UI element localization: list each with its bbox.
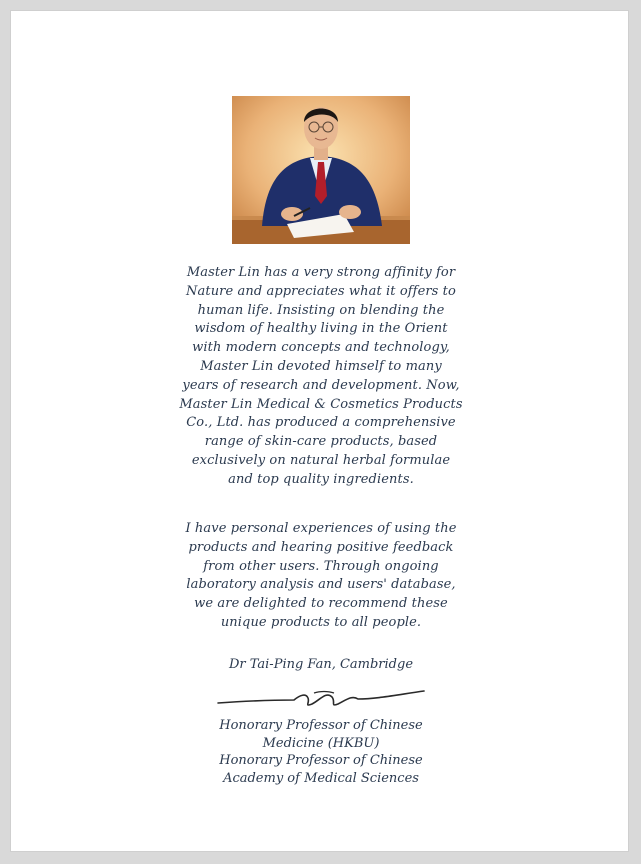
title-line: Honorary Professor of Chinese [219,753,423,768]
text-line: with modern concepts and technology, [192,340,450,356]
text-line: from other users. Through ongoing [203,558,439,574]
letter-page [10,10,629,852]
title-line: Honorary Professor of Chinese [219,718,423,733]
text-line: laboratory analysis and users' database, [186,577,456,593]
author-name: Dr Tai-Ping Fan, Cambridge [228,657,414,672]
text-line: and top quality ingredients. [228,471,414,487]
text-line: Co., Ltd. has produced a comprehensive [186,415,456,431]
text-line: Master Lin has a very strong affinity for [186,265,456,280]
text-line: unique products to all people. [220,614,422,630]
title-line: Medicine (HKBU) [262,735,380,751]
text-line: I have personal experiences of using the [185,521,457,536]
text-line: range of skin-care products, based [204,434,438,450]
text-line: years of research and development. Now, [182,377,460,393]
paragraph-affinity [131,264,511,490]
text-line: wisdom of healthy living in the Orient [194,321,448,337]
text-line: Master Lin Medical & Cosmetics Products [179,396,463,412]
text-line: Master Lin devoted himself to many [200,358,442,374]
paragraph-recommendation [131,520,511,633]
portrait-photo [232,96,410,244]
text-line: we are delighted to recommend these [194,596,448,612]
signature-icon [216,685,426,711]
portrait-image [232,96,410,244]
title-line: Academy of Medical Sciences [223,770,419,786]
text-line: human life. Insisting on blending the [197,302,445,318]
text-line: products and hearing positive feedback [188,539,454,555]
author-titles [131,717,511,787]
text-line: exclusively on natural herbal formulae [191,452,451,468]
text-line: Nature and appreciates what it offers to [186,283,456,299]
